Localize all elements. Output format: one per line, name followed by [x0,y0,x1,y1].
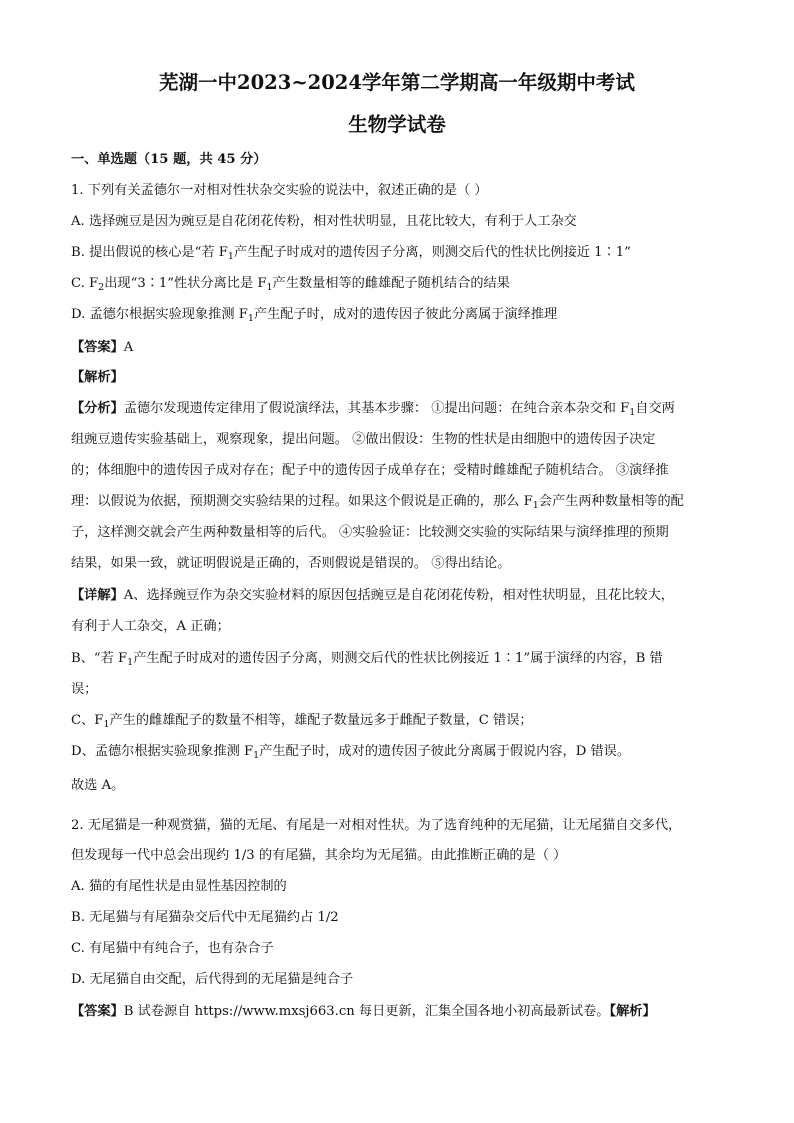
section-heading: 一、单选题（15 题，共 45 分） [71,152,267,167]
q1-xiangjie-line-1: 【详解】A、选择豌豆作为杂交实验材料的原因包括豌豆是自花闭花传粉，相对性状明显，且花比较大， [71,588,674,603]
q1-xiangjie-line-2: 有利于人工杂交，A 正确； [71,619,230,634]
q1-option-b: B. 提出假说的核心是“若 $F_1$产生配子时成对的遗传因子分离，则测交后代的性状比例接近 1∶1” [71,245,631,262]
q1-answer: 【答案】A [71,340,134,355]
q2-option-a: A. 猫的有尾性状是由显性基因控制的 [71,879,287,894]
q1-xiangjie-line-3: B、“若 $F_1$产生配子时成对的遗传因子分离，则测交后代的性状比例接近 1∶1”属于演绎的内容，B 错 [71,651,663,668]
q1-option-d: D. 孟德尔根据实验现象推测 $F_1$产生配子时，成对的遗传因子彼此分离属于演绎推理 [71,307,558,324]
q1-fenxi-line-3: 的；体细胞中的遗传因子成对存在；配子中的遗传因子成单存在；受精时雌雄配子随机结合。 ③演绎推 [71,463,669,478]
exam-title: 芜湖一中2023~2024学年第二学期高一年级期中考试 [159,71,635,94]
q2-option-b: B. 无尾猫与有尾猫杂交后代中无尾猫约占 1/2 [71,910,339,925]
q1-xiangjie-line-6: D、孟德尔根据实验现象推测 $F_1$产生配子时，成对的遗传因子彼此分离属于假说内容，D 错误。 [71,744,631,761]
q1-stem: 1. 下列有关孟德尔一对相对性状杂交实验的说法中，叙述正确的是（ ） [71,183,488,198]
q1-fenxi-line-2: 组豌豆遗传实验基础上，观察现象，提出问题。 ②做出假设：生物的性状是由细胞中的遗传因子决定 [71,432,656,447]
q1-analysis-label: 【解析】 [71,370,124,385]
q2-stem-line-1: 2. 无尾猫是一种观赏猫，猫的无尾、有尾是一对相对性状。为了选育纯种的无尾猫，让无尾猫自交多代， [71,818,682,833]
q1-xiangjie-line-4: 误； [71,682,98,697]
q1-fenxi-line-1: 【分析】孟德尔发现遗传定律用了假说演绎法，其基本步骤： ①提出问题：在纯合亲本杂交和 $F_1$自交两 [71,401,675,418]
q1-option-a: A. 选择豌豆是因为豌豆是自花闭花传粉，相对性状明显，且花比较大，有利于人工杂交 [71,214,577,229]
exam-subtitle: 生物学试卷 [348,113,446,136]
q1-option-c: C. $F_2$出现“3∶1”性状分离比是 $F_1$产生数量相等的雌雄配子随机结合的结果 [71,276,510,293]
q2-answer-line: 【答案】B 试卷源自 https://www.mxsj663.cn 每日更新，汇集全国各地小初高最新试卷。【解析】 [71,1004,656,1019]
q2-stem-line-2: 但发现每一代中总会出现约 1/3 的有尾猫，其余均为无尾猫。由此推断正确的是（ ） [71,848,567,863]
q2-option-d: D. 无尾猫自由交配，后代得到的无尾猫是纯合子 [71,972,354,987]
q1-fenxi-line-5: 子，这样测交就会产生两种数量相等的后代。 ④实验验证：比较测交实验的实际结果与演绎推理的预期 [71,525,669,540]
q1-xiangjie-line-5: C、$F_1$产生的雌雄配子的数量不相等，雄配子数量远多于雌配子数量，C 错误； [71,713,533,730]
q1-fenxi-line-6: 结果，如果一致，就证明假说是正确的，否则假说是错误的。 ⑤得出结论。 [71,556,511,571]
q1-fenxi-line-4: 理：以假说为依据，预期测交实验结果的过程。如果这个假说是正确的，那么 $F_1$会产生两种数量相等的配 [71,494,684,511]
q1-conclusion: 故选 A。 [71,778,125,793]
q2-option-c: C. 有尾猫中有纯合子，也有杂合子 [71,941,274,956]
